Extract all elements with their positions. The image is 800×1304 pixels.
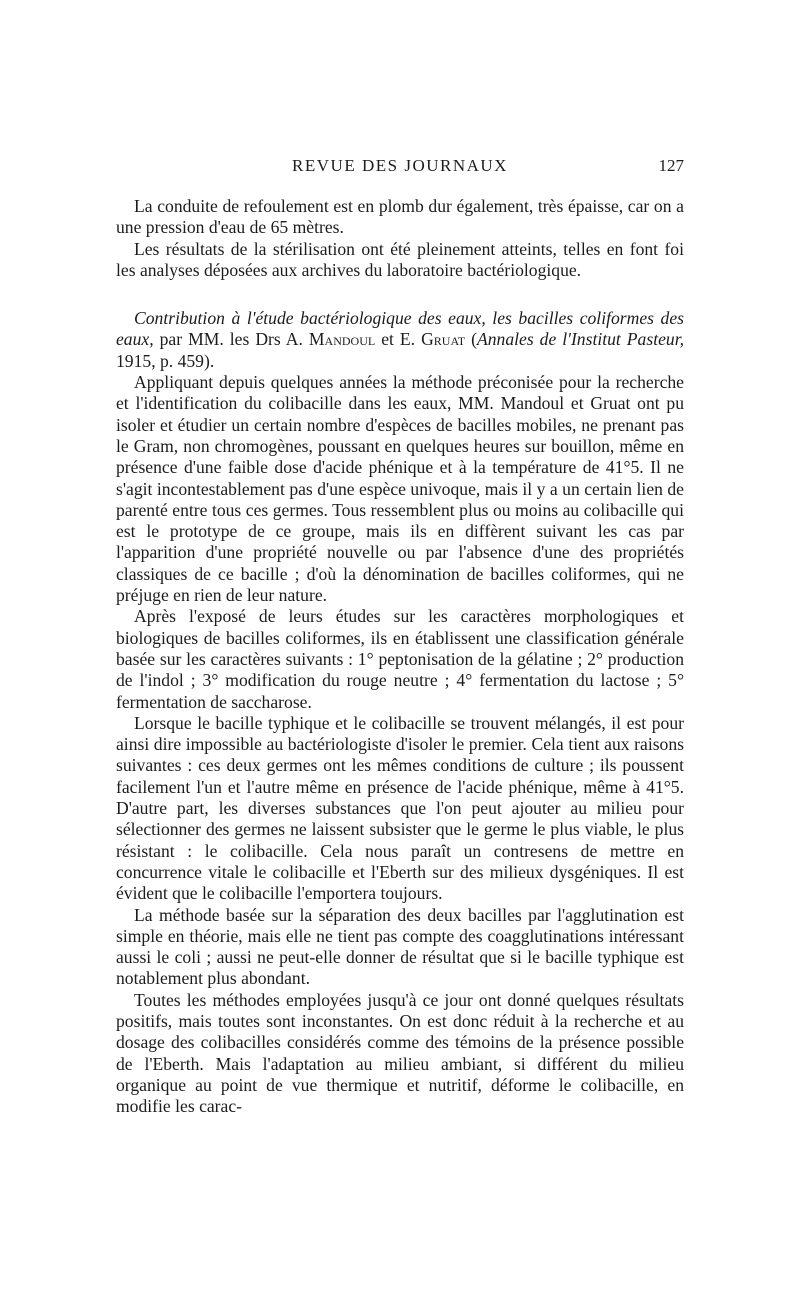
article-title: Contribution à l'étude bactériologique des eaux, les bacilles coliformes des eaux, <box>116 308 684 350</box>
running-head <box>116 156 684 180</box>
body-text <box>116 196 684 1117</box>
paragraph-appliquant: Appliquant depuis quelques années la méthode préconisée pour la recherche et l'identification du colibacille dans les eaux, MM. Mandoul et Gruat ont pu isoler et étudier un certain nombre d'espèces de bacilles mobiles, ne prenant pas le Gram, non chromogènes, poussant en quelques heures sur bouillon, même en présence d'une faible dose d'acide phénique et à la température de 41°5. Il ne s'agit incontestablement pas d'une espèce univoque, mais il y a un certain lien de parenté entre tous ces germes. Tous ressemblent plus ou moins au colibacille qui est le prototype de ce groupe, mais ils en diffèrent suivant les cas par l'apparition d'une propriété nouvelle ou par l'absence d'une des propriétés classiques de ce bacille ; d'où la dénomination de bacilles coliformes, qui ne préjuge en rien de leur nature. <box>116 372 684 606</box>
reference-authors-prefix: par MM. les Drs A. <box>153 329 309 350</box>
article-reference <box>116 308 684 372</box>
author-gruat: Gruat <box>421 329 466 350</box>
paragraph-toutes: Toutes les méthodes employées jusqu'à ce jour ont donné quelques résultats positifs, mais toutes sont inconstantes. On est donc réduit à la recherche et au dosage des colibacilles considérés comme des témoins de la présence possible de l'Eberth. Mais l'adaptation au milieu ambiant, si différent du milieu organique au point de vue thermique et nutritif, déforme le colibacille, en modifie les carac- <box>116 989 684 1117</box>
author-mandoul: Mandoul <box>308 329 376 350</box>
page-number: 127 <box>658 156 684 175</box>
reference-journal-open: ( <box>465 329 477 350</box>
paragraph-conduite: La conduite de refoulement est en plomb dur également, très épaisse, car on a une pression d'eau de 65 mètres. <box>116 196 684 238</box>
reference-citation: 1915, p. 459). <box>116 350 215 371</box>
reference-authors-join: et E. <box>375 329 422 350</box>
section-divider-space <box>116 281 684 308</box>
journal-name: Annales de l'Institut Pasteur, <box>477 329 684 350</box>
paragraph-methode: La méthode basée sur la séparation des deux bacilles par l'agglutination est simple en théorie, mais elle ne tient pas compte des coagglutinations intéressant aussi le coli ; aussi ne peut-elle donner de résultat que si le bacille typhique est notablement plus abondant. <box>116 904 684 989</box>
running-title: REVUE DES JOURNAUX <box>292 156 508 175</box>
paragraph-lorsque: Lorsque le bacille typhique et le colibacille se trouvent mélangés, il est pour ainsi dire impossible au bactériologiste d'isoler le premier. Cela tient aux raisons suivantes : ces deux germes ont les mêmes conditions de culture ; ils poussent facilement l'un et l'autre même en présence de l'acide phénique, même à 41°5. D'autre part, les diverses substances que l'on peut ajouter au milieu pour sélectionner des germes ne laissent subsister que le germe le plus viable, le plus résistant : le colibacille. Cela nous paraît un contresens de mettre en concurrence vitale le colibacille et l'Eberth sur des milieux dysgéniques. Il est évident que le colibacille l'emportera toujours. <box>116 712 684 904</box>
paragraph-resultats: Les résultats de la stérilisation ont été pleinement atteints, telles en font foi les analyses déposées aux archives du laboratoire bactériologique. <box>116 238 684 280</box>
paragraph-apres: Après l'exposé de leurs études sur les caractères morphologiques et biologiques de bacilles coliformes, ils en établissent une classification générale basée sur les caractères suivants : 1° peptonisation de la gélatine ; 2° production de l'indol ; 3° modification du rouge neutre ; 4° fermentation du lactose ; 5° fermentation de saccharose. <box>116 606 684 712</box>
